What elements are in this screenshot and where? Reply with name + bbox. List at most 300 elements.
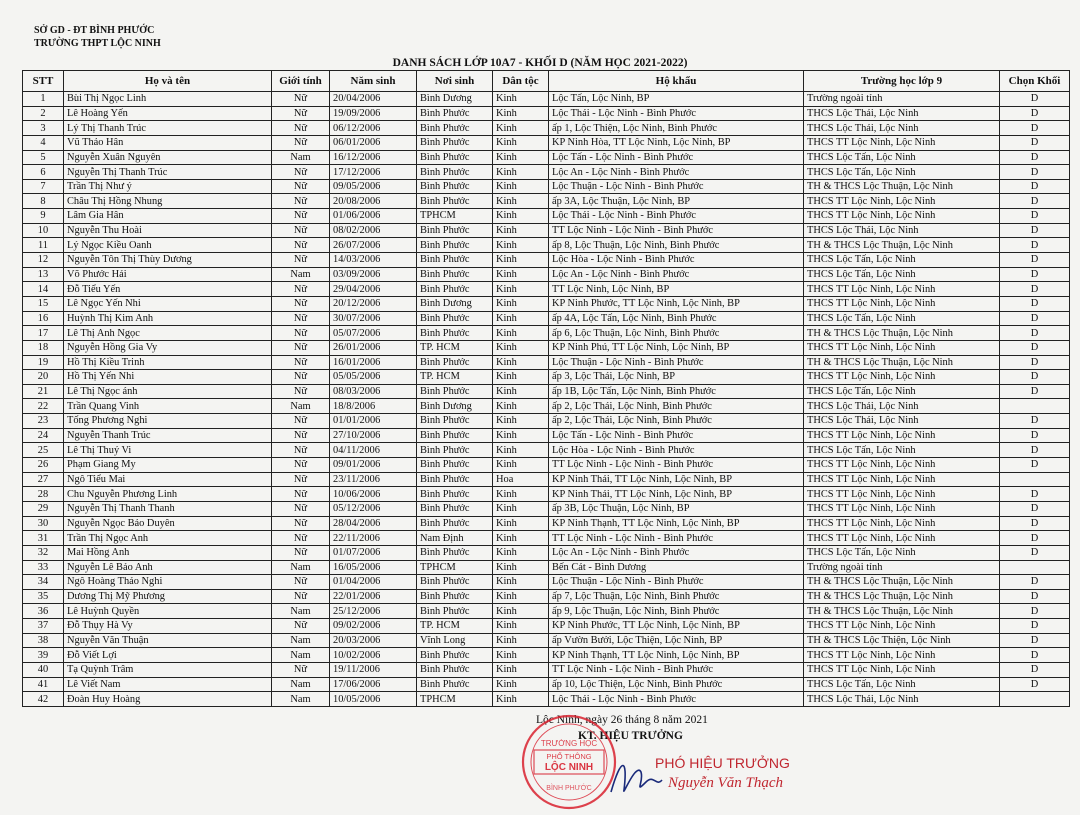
table-cell: THCS TT Lộc Ninh, Lộc Ninh bbox=[804, 296, 1000, 311]
table-cell: 25 bbox=[23, 443, 64, 458]
table-cell: TPHCM bbox=[417, 209, 493, 224]
table-cell: Lê Ngọc Yến Nhi bbox=[64, 296, 272, 311]
table-cell: 12 bbox=[23, 253, 64, 268]
table-row bbox=[23, 121, 1070, 136]
table-cell: 17 bbox=[23, 326, 64, 341]
table-cell: Kinh bbox=[493, 648, 549, 663]
table-cell: Trường ngoài tỉnh bbox=[804, 560, 1000, 575]
table-cell: 13 bbox=[23, 267, 64, 282]
table-cell: Nữ bbox=[272, 443, 330, 458]
table-cell: THCS Lộc Thái, Lộc Ninh bbox=[804, 399, 1000, 414]
table-cell: ấp 9, Lộc Thuận, Lộc Ninh, Bình Phước bbox=[549, 604, 804, 619]
table-cell: ấp 3A, Lộc Thuận, Lộc Ninh, BP bbox=[549, 194, 804, 209]
table-cell: KP Ninh Thái, TT Lộc Ninh, Lộc Ninh, BP bbox=[549, 487, 804, 502]
svg-text:BÌNH PHƯỚC: BÌNH PHƯỚC bbox=[546, 785, 592, 792]
document-title: DANH SÁCH LỚP 10A7 - KHỐI D (NĂM HỌC 2021-2022) bbox=[392, 57, 688, 69]
table-cell: D bbox=[1000, 150, 1070, 165]
table-row bbox=[23, 135, 1070, 150]
table-cell: Tống Phương Nghi bbox=[64, 414, 272, 429]
deputy-title: PHÓ HIỆU TRƯỞNG bbox=[655, 755, 790, 771]
table-cell: 40 bbox=[23, 662, 64, 677]
table-cell: 17/12/2006 bbox=[330, 165, 417, 180]
table-cell: TT Lộc Ninh, Lộc Ninh, BP bbox=[549, 282, 804, 297]
table-cell: Nguyễn Thị Thanh Trúc bbox=[64, 165, 272, 180]
table-cell: 23/11/2006 bbox=[330, 472, 417, 487]
table-cell: Kinh bbox=[493, 677, 549, 692]
table-cell bbox=[1000, 472, 1070, 487]
table-cell: Nữ bbox=[272, 414, 330, 429]
table-row bbox=[23, 92, 1070, 107]
table-cell: Kinh bbox=[493, 443, 549, 458]
table-cell: 18 bbox=[23, 340, 64, 355]
table-cell: ấp 3, Lộc Thái, Lộc Ninh, BP bbox=[549, 370, 804, 385]
table-cell: Kinh bbox=[493, 121, 549, 136]
table-row bbox=[23, 340, 1070, 355]
table-cell: TP. HCM bbox=[417, 340, 493, 355]
table-cell: Dương Thị Mỹ Phương bbox=[64, 589, 272, 604]
table-cell: 33 bbox=[23, 560, 64, 575]
table-cell: 10/02/2006 bbox=[330, 648, 417, 663]
table-cell: Nữ bbox=[272, 311, 330, 326]
table-cell: Lê Thị Anh Ngọc bbox=[64, 326, 272, 341]
table-cell: TH & THCS Lộc Thiện, Lộc Ninh bbox=[804, 633, 1000, 648]
table-cell: 38 bbox=[23, 633, 64, 648]
table-row bbox=[23, 619, 1070, 634]
table-cell: Nguyễn Hồng Gia Vy bbox=[64, 340, 272, 355]
table-cell: THCS Lộc Tấn, Lộc Ninh bbox=[804, 311, 1000, 326]
table-cell: Kinh bbox=[493, 253, 549, 268]
table-cell: ấp 4A, Lộc Tấn, Lộc Ninh, Bình Phước bbox=[549, 311, 804, 326]
table-cell: Kinh bbox=[493, 106, 549, 121]
table-cell: Lộc Hòa - Lộc Ninh - Bình Phước bbox=[549, 253, 804, 268]
table-cell: Nữ bbox=[272, 135, 330, 150]
table-body bbox=[23, 92, 1070, 707]
table-row bbox=[23, 487, 1070, 502]
table-cell: 09/05/2006 bbox=[330, 179, 417, 194]
table-cell: Trần Quang Vinh bbox=[64, 399, 272, 414]
table-header-row bbox=[23, 71, 1070, 92]
table-cell: KP Ninh Phú, TT Lộc Ninh, Lộc Ninh, BP bbox=[549, 340, 804, 355]
table-cell: 16/05/2006 bbox=[330, 560, 417, 575]
table-row bbox=[23, 384, 1070, 399]
table-cell: KP Ninh Phước, TT Lộc Ninh, Lộc Ninh, BP bbox=[549, 619, 804, 634]
table-cell: D bbox=[1000, 194, 1070, 209]
table-cell: Nam bbox=[272, 604, 330, 619]
table-cell: Kinh bbox=[493, 575, 549, 590]
table-cell: Kinh bbox=[493, 633, 549, 648]
table-cell bbox=[1000, 560, 1070, 575]
table-cell: Bình Phước bbox=[417, 545, 493, 560]
table-cell: 18/8/2006 bbox=[330, 399, 417, 414]
table-cell: Lộc Thái - Lộc Ninh - Bình Phước bbox=[549, 209, 804, 224]
table-cell: TH & THCS Lộc Thuận, Lộc Ninh bbox=[804, 238, 1000, 253]
table-row bbox=[23, 575, 1070, 590]
table-cell: Kinh bbox=[493, 501, 549, 516]
table-cell: THCS TT Lộc Ninh, Lộc Ninh bbox=[804, 370, 1000, 385]
table-cell: Lê Viết Nam bbox=[64, 677, 272, 692]
table-cell: Lộc Tấn - Lộc Ninh - Bình Phước bbox=[549, 150, 804, 165]
table-cell: 29/04/2006 bbox=[330, 282, 417, 297]
table-cell: THCS Lộc Tấn, Lộc Ninh bbox=[804, 443, 1000, 458]
table-cell: 05/07/2006 bbox=[330, 326, 417, 341]
table-cell: 22/01/2006 bbox=[330, 589, 417, 604]
table-row bbox=[23, 428, 1070, 443]
table-cell: 29 bbox=[23, 501, 64, 516]
table-cell: ấp Vườn Bưởi, Lộc Thiện, Lộc Ninh, BP bbox=[549, 633, 804, 648]
table-cell: Bình Phước bbox=[417, 179, 493, 194]
table-cell: Nữ bbox=[272, 92, 330, 107]
table-cell: Hoa bbox=[493, 472, 549, 487]
table-cell: 04/11/2006 bbox=[330, 443, 417, 458]
table-cell: 17/06/2006 bbox=[330, 677, 417, 692]
table-cell: 09/01/2006 bbox=[330, 458, 417, 473]
table-cell: Nữ bbox=[272, 282, 330, 297]
table-cell: Nam bbox=[272, 677, 330, 692]
table-row bbox=[23, 501, 1070, 516]
table-cell: 01/01/2006 bbox=[330, 414, 417, 429]
table-cell: THCS TT Lộc Ninh, Lộc Ninh bbox=[804, 135, 1000, 150]
table-cell: Nguyễn Xuân Nguyên bbox=[64, 150, 272, 165]
table-row bbox=[23, 472, 1070, 487]
column-header: Trường học lớp 9 bbox=[804, 71, 1000, 92]
table-cell: D bbox=[1000, 106, 1070, 121]
table-cell: D bbox=[1000, 267, 1070, 282]
table-cell: 01/04/2006 bbox=[330, 575, 417, 590]
table-cell: Nữ bbox=[272, 165, 330, 180]
table-cell: 25/12/2006 bbox=[330, 604, 417, 619]
table-cell: Trần Thị Ngọc Anh bbox=[64, 531, 272, 546]
table-row bbox=[23, 648, 1070, 663]
table-cell: D bbox=[1000, 619, 1070, 634]
table-cell: Bùi Thị Ngọc Linh bbox=[64, 92, 272, 107]
table-cell: Kinh bbox=[493, 355, 549, 370]
table-cell: Nam bbox=[272, 399, 330, 414]
table-cell: KP Ninh Thạnh, TT Lộc Ninh, Lộc Ninh, BP bbox=[549, 648, 804, 663]
table-cell: Bình Phước bbox=[417, 267, 493, 282]
table-cell: 20 bbox=[23, 370, 64, 385]
table-cell: Kinh bbox=[493, 399, 549, 414]
table-cell: D bbox=[1000, 384, 1070, 399]
student-table bbox=[22, 70, 1070, 707]
table-cell: THCS Lộc Thái, Lộc Ninh bbox=[804, 692, 1000, 707]
table-cell: Bình Phước bbox=[417, 516, 493, 531]
column-header: Hộ khẩu bbox=[549, 71, 804, 92]
svg-text:TRƯỜNG HỌC: TRƯỜNG HỌC bbox=[540, 739, 598, 748]
table-cell: 27/10/2006 bbox=[330, 428, 417, 443]
table-cell: 6 bbox=[23, 165, 64, 180]
table-cell: THCS Lộc Tấn, Lộc Ninh bbox=[804, 165, 1000, 180]
table-row bbox=[23, 296, 1070, 311]
table-cell: TPHCM bbox=[417, 692, 493, 707]
table-cell: Nguyễn Thị Thanh Thanh bbox=[64, 501, 272, 516]
table-cell: Nguyễn Văn Thuận bbox=[64, 633, 272, 648]
signer-title-text: KT. HIỆU TRƯỞNG bbox=[578, 730, 683, 742]
table-cell: Nữ bbox=[272, 501, 330, 516]
table-row bbox=[23, 604, 1070, 619]
table-cell: 20/04/2006 bbox=[330, 92, 417, 107]
table-row bbox=[23, 253, 1070, 268]
table-cell: 35 bbox=[23, 589, 64, 604]
table-cell: D bbox=[1000, 604, 1070, 619]
table-cell: Kinh bbox=[493, 516, 549, 531]
table-cell: Nữ bbox=[272, 458, 330, 473]
table-cell: Lâm Gia Hân bbox=[64, 209, 272, 224]
table-cell: D bbox=[1000, 92, 1070, 107]
table-cell: 30/07/2006 bbox=[330, 311, 417, 326]
table-cell: THCS Lộc Tấn, Lộc Ninh bbox=[804, 267, 1000, 282]
table-cell: Lộc An - Lộc Ninh - Bình Phước bbox=[549, 165, 804, 180]
table-cell: 26/01/2006 bbox=[330, 340, 417, 355]
table-cell: 20/08/2006 bbox=[330, 194, 417, 209]
table-cell: Lộc Thuận - Lộc Ninh - Bình Phước bbox=[549, 575, 804, 590]
table-cell: 10/06/2006 bbox=[330, 487, 417, 502]
table-cell: Hồ Thị Kiều Trinh bbox=[64, 355, 272, 370]
table-cell: Kinh bbox=[493, 135, 549, 150]
table-cell: KP Ninh Phước, TT Lộc Ninh, Lộc Ninh, BP bbox=[549, 296, 804, 311]
table-cell: TH & THCS Lộc Thuận, Lộc Ninh bbox=[804, 604, 1000, 619]
table-cell: TH & THCS Lộc Thuận, Lộc Ninh bbox=[804, 179, 1000, 194]
table-cell: Nam bbox=[272, 692, 330, 707]
table-cell: KP Ninh Hòa, TT Lộc Ninh, Lộc Ninh, BP bbox=[549, 135, 804, 150]
table-cell: ấp 1, Lộc Thiện, Lộc Ninh, Bình Phước bbox=[549, 121, 804, 136]
table-row bbox=[23, 545, 1070, 560]
table-cell: 09/02/2006 bbox=[330, 619, 417, 634]
table-row bbox=[23, 209, 1070, 224]
table-cell: Kinh bbox=[493, 692, 549, 707]
table-cell: Bình Phước bbox=[417, 458, 493, 473]
table-cell: 14/03/2006 bbox=[330, 253, 417, 268]
table-cell: TT Lộc Ninh - Lộc Ninh - Bình Phước bbox=[549, 531, 804, 546]
table-row bbox=[23, 399, 1070, 414]
table-cell: D bbox=[1000, 370, 1070, 385]
table-cell: D bbox=[1000, 531, 1070, 546]
table-cell: Bình Dương bbox=[417, 92, 493, 107]
document-header bbox=[34, 24, 161, 50]
table-cell: Bình Phước bbox=[417, 677, 493, 692]
table-cell: Bình Phước bbox=[417, 121, 493, 136]
table-row bbox=[23, 531, 1070, 546]
table-row bbox=[23, 282, 1070, 297]
table-cell: Huỳnh Thị Kim Anh bbox=[64, 311, 272, 326]
table-cell: Nữ bbox=[272, 589, 330, 604]
table-cell: THCS TT Lộc Ninh, Lộc Ninh bbox=[804, 662, 1000, 677]
table-cell: 9 bbox=[23, 209, 64, 224]
table-cell: THCS TT Lộc Ninh, Lộc Ninh bbox=[804, 516, 1000, 531]
table-cell: D bbox=[1000, 575, 1070, 590]
table-cell: D bbox=[1000, 662, 1070, 677]
table-cell: Nguyễn Thanh Trúc bbox=[64, 428, 272, 443]
column-header: Năm sinh bbox=[330, 71, 417, 92]
table-cell: D bbox=[1000, 487, 1070, 502]
table-cell: Bình Phước bbox=[417, 355, 493, 370]
table-cell: Bình Phước bbox=[417, 604, 493, 619]
table-cell: Nữ bbox=[272, 575, 330, 590]
table-row bbox=[23, 516, 1070, 531]
table-cell: D bbox=[1000, 428, 1070, 443]
table-cell: Nữ bbox=[272, 223, 330, 238]
table-cell: Bình Phước bbox=[417, 194, 493, 209]
table-cell: 19 bbox=[23, 355, 64, 370]
table-cell: Kinh bbox=[493, 545, 549, 560]
table-cell: Kinh bbox=[493, 92, 549, 107]
table-row bbox=[23, 179, 1070, 194]
table-cell: ấp 2, Lộc Thái, Lộc Ninh, Bình Phước bbox=[549, 399, 804, 414]
table-cell: THCS Lộc Tấn, Lộc Ninh bbox=[804, 253, 1000, 268]
table-cell: Tạ Quỳnh Trâm bbox=[64, 662, 272, 677]
table-cell: Kinh bbox=[493, 589, 549, 604]
table-cell: D bbox=[1000, 296, 1070, 311]
table-cell: THCS Lộc Tấn, Lộc Ninh bbox=[804, 545, 1000, 560]
table-cell: 5 bbox=[23, 150, 64, 165]
table-cell bbox=[1000, 399, 1070, 414]
table-cell: TPHCM bbox=[417, 560, 493, 575]
table-cell: Bình Phước bbox=[417, 662, 493, 677]
table-cell: Kinh bbox=[493, 619, 549, 634]
table-cell: Bình Phước bbox=[417, 106, 493, 121]
table-cell: Bình Phước bbox=[417, 501, 493, 516]
table-cell: 22 bbox=[23, 399, 64, 414]
table-cell: Kinh bbox=[493, 150, 549, 165]
table-cell: Kinh bbox=[493, 458, 549, 473]
table-cell: Nữ bbox=[272, 545, 330, 560]
table-cell: THCS Lộc Tấn, Lộc Ninh bbox=[804, 384, 1000, 399]
table-cell: THCS Lộc Thái, Lộc Ninh bbox=[804, 223, 1000, 238]
table-cell: Nam bbox=[272, 648, 330, 663]
table-cell: Vũ Thảo Hân bbox=[64, 135, 272, 150]
table-cell: D bbox=[1000, 311, 1070, 326]
table-cell: Bình Phước bbox=[417, 575, 493, 590]
table-cell: D bbox=[1000, 677, 1070, 692]
table-cell: Đỗ Viết Lợi bbox=[64, 648, 272, 663]
table-cell: Nữ bbox=[272, 531, 330, 546]
table-row bbox=[23, 633, 1070, 648]
table-cell: Nữ bbox=[272, 209, 330, 224]
table-cell: 16/01/2006 bbox=[330, 355, 417, 370]
table-cell: Nguyễn Lê Bảo Anh bbox=[64, 560, 272, 575]
table-cell: Nữ bbox=[272, 355, 330, 370]
table-cell: D bbox=[1000, 501, 1070, 516]
table-cell: 26 bbox=[23, 458, 64, 473]
table-cell: 27 bbox=[23, 472, 64, 487]
table-cell: THCS TT Lộc Ninh, Lộc Ninh bbox=[804, 619, 1000, 634]
table-row bbox=[23, 662, 1070, 677]
table-cell: Kinh bbox=[493, 662, 549, 677]
table-cell: Nam Định bbox=[417, 531, 493, 546]
table-cell: 28/04/2006 bbox=[330, 516, 417, 531]
table-cell: Bình Phước bbox=[417, 238, 493, 253]
table-cell: Nữ bbox=[272, 326, 330, 341]
table-cell: D bbox=[1000, 121, 1070, 136]
table-cell: Ngô Tiểu Mai bbox=[64, 472, 272, 487]
table-cell: 19/09/2006 bbox=[330, 106, 417, 121]
table-cell: Bình Phước bbox=[417, 253, 493, 268]
table-cell: 16 bbox=[23, 311, 64, 326]
table-cell: Đỗ Thụy Hà Vy bbox=[64, 619, 272, 634]
table-cell: Kinh bbox=[493, 209, 549, 224]
table-row bbox=[23, 223, 1070, 238]
table-cell: Kinh bbox=[493, 311, 549, 326]
table-cell: 32 bbox=[23, 545, 64, 560]
table-cell: 20/12/2006 bbox=[330, 296, 417, 311]
table-cell: 22/11/2006 bbox=[330, 531, 417, 546]
table-cell: Lộc Hòa - Lộc Ninh - Bình Phước bbox=[549, 443, 804, 458]
table-cell: THCS TT Lộc Ninh, Lộc Ninh bbox=[804, 194, 1000, 209]
table-cell: Kinh bbox=[493, 414, 549, 429]
table-cell: Lộc Tấn, Lộc Ninh, BP bbox=[549, 92, 804, 107]
table-cell: Trần Thị Như ý bbox=[64, 179, 272, 194]
table-cell: ấp 3B, Lộc Thuận, Lộc Ninh, BP bbox=[549, 501, 804, 516]
table-row bbox=[23, 355, 1070, 370]
table-row bbox=[23, 165, 1070, 180]
table-cell: 30 bbox=[23, 516, 64, 531]
table-cell: Kinh bbox=[493, 238, 549, 253]
column-header: STT bbox=[23, 71, 64, 92]
table-cell: ấp 2, Lộc Thái, Lộc Ninh, Bình Phước bbox=[549, 414, 804, 429]
table-cell: Bình Phước bbox=[417, 150, 493, 165]
column-header: Chọn Khối bbox=[1000, 71, 1070, 92]
table-cell: 08/02/2006 bbox=[330, 223, 417, 238]
table-cell: 42 bbox=[23, 692, 64, 707]
table-cell: ấp 1B, Lộc Tấn, Lộc Ninh, Bình Phước bbox=[549, 384, 804, 399]
table-cell: THCS Lộc Thái, Lộc Ninh bbox=[804, 414, 1000, 429]
table-cell: 39 bbox=[23, 648, 64, 663]
table-cell: Đoàn Huy Hoàng bbox=[64, 692, 272, 707]
table-cell: Lý Thị Thanh Trúc bbox=[64, 121, 272, 136]
table-cell: Đỗ Tiểu Yến bbox=[64, 282, 272, 297]
table-cell: Nữ bbox=[272, 340, 330, 355]
table-cell: Bình Phước bbox=[417, 384, 493, 399]
table-cell: Bình Dương bbox=[417, 296, 493, 311]
table-cell: Bình Phước bbox=[417, 165, 493, 180]
table-cell: Kinh bbox=[493, 296, 549, 311]
table-cell: ấp 6, Lộc Thuận, Lộc Ninh, Bình Phước bbox=[549, 326, 804, 341]
table-cell: TH & THCS Lộc Thuận, Lộc Ninh bbox=[804, 575, 1000, 590]
table-row bbox=[23, 238, 1070, 253]
table-cell: 1 bbox=[23, 92, 64, 107]
table-cell: Bình Phước bbox=[417, 223, 493, 238]
table-cell: Bình Phước bbox=[417, 428, 493, 443]
table-cell: 06/12/2006 bbox=[330, 121, 417, 136]
table-cell: Lộc Tấn - Lộc Ninh - Bình Phước bbox=[549, 428, 804, 443]
table-cell: Ngô Hoàng Thảo Nghi bbox=[64, 575, 272, 590]
table-cell: D bbox=[1000, 355, 1070, 370]
table-cell: Kinh bbox=[493, 340, 549, 355]
table-cell: 28 bbox=[23, 487, 64, 502]
table-cell: D bbox=[1000, 633, 1070, 648]
table-cell: Bình Phước bbox=[417, 311, 493, 326]
table-cell: THCS TT Lộc Ninh, Lộc Ninh bbox=[804, 282, 1000, 297]
table-cell: D bbox=[1000, 253, 1070, 268]
school-name: TRƯỜNG THPT LỘC NINH bbox=[34, 38, 161, 49]
table-cell: D bbox=[1000, 589, 1070, 604]
table-cell: Bình Phước bbox=[417, 414, 493, 429]
table-row bbox=[23, 589, 1070, 604]
table-cell bbox=[1000, 692, 1070, 707]
table-cell: 05/05/2006 bbox=[330, 370, 417, 385]
table-cell: 34 bbox=[23, 575, 64, 590]
table-cell: Kinh bbox=[493, 194, 549, 209]
department-name: SỞ GD - ĐT BÌNH PHƯỚC bbox=[34, 25, 155, 36]
table-cell: THCS TT Lộc Ninh, Lộc Ninh bbox=[804, 531, 1000, 546]
table-cell: D bbox=[1000, 648, 1070, 663]
table-cell: THCS TT Lộc Ninh, Lộc Ninh bbox=[804, 648, 1000, 663]
table-cell: D bbox=[1000, 414, 1070, 429]
table-cell: Nam bbox=[272, 560, 330, 575]
table-row bbox=[23, 311, 1070, 326]
table-cell: D bbox=[1000, 516, 1070, 531]
table-cell: THCS TT Lộc Ninh, Lộc Ninh bbox=[804, 458, 1000, 473]
table-row bbox=[23, 458, 1070, 473]
